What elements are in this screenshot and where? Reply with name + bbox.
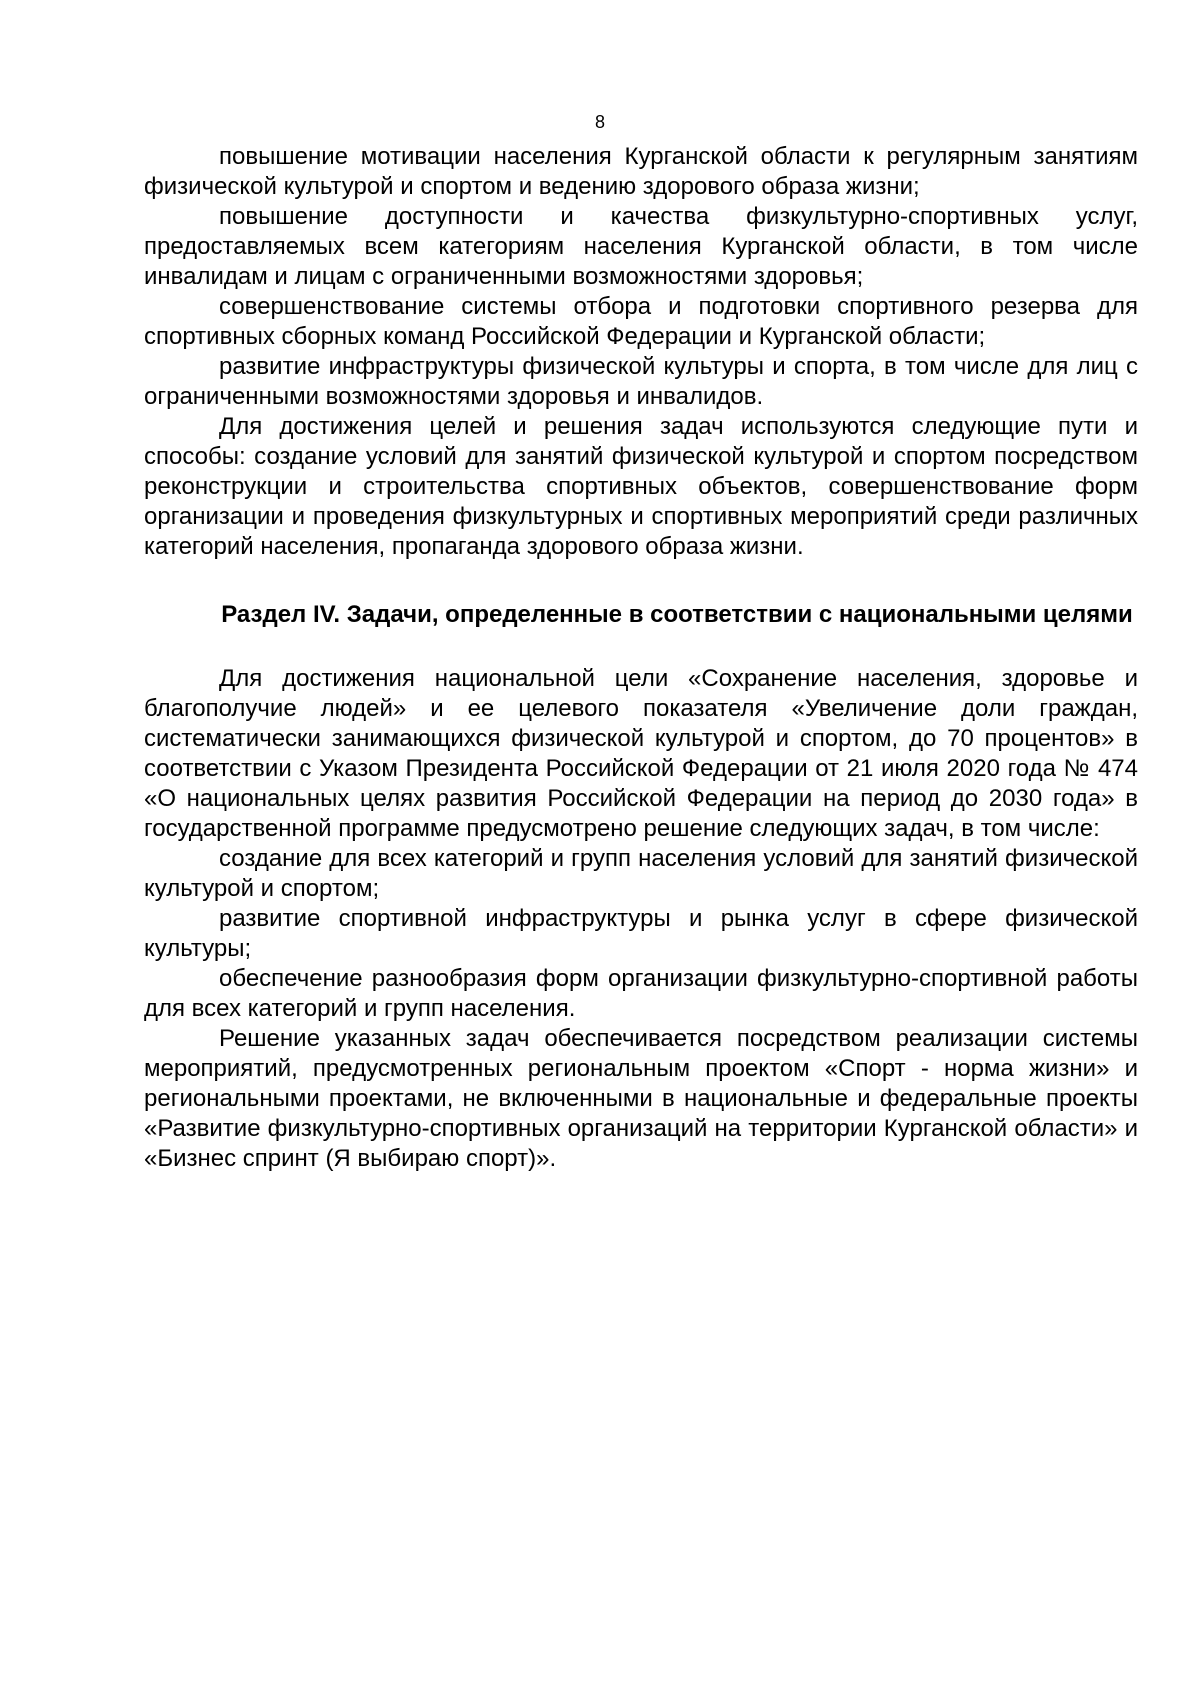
paragraph: создание для всех категорий и групп населения условий для занятий физической культурой и спортом; bbox=[144, 845, 1138, 902]
paragraph: обеспечение разнообразия форм организации физкультурно-спортивной работы для всех категорий и групп населения. bbox=[144, 965, 1138, 1022]
paragraph: Решение указанных задач обеспечивается посредством реализации системы мероприятий, предусмотренных региональным проектом «Спорт - норма жизни» и региональными проектами, не включенными в национальные и федеральные проекты «Развитие физкультурно-спортивных организаций на территории Курганской области» и «Бизнес спринт (Я выбираю спорт)». bbox=[144, 1025, 1138, 1172]
paragraph: развитие инфраструктуры физической культуры и спорта, в том числе для лиц с ограниченными возможностями здоровья и инвалидов. bbox=[144, 353, 1138, 410]
paragraph: повышение мотивации населения Курганской области к регулярным занятиям физической культурой и спортом и ведению здорового образа жизни; bbox=[144, 143, 1138, 200]
section-heading: Раздел IV. Задачи, определенные в соответствии с национальными целями bbox=[221, 601, 1133, 628]
paragraph: совершенствование системы отбора и подготовки спортивного резерва для спортивных сборных команд Российской Федерации и Курганской области; bbox=[144, 293, 1138, 350]
page-number: 8 bbox=[594, 112, 605, 132]
paragraph: повышение доступности и качества физкультурно-спортивных услуг, предоставляемых всем категориям населения Курганской области, в том числе инвалидам и лицам с ограниченными возможностями здоровья; bbox=[144, 203, 1138, 290]
document-body bbox=[144, 142, 1138, 1174]
paragraph: Для достижения целей и решения задач используются следующие пути и способы: создание условий для занятий физической культурой и спортом посредством реконструкции и строительства спортивных объектов, совершенствование форм организации и проведения физкультурных и спортивных мероприятий среди различных категорий населения, пропаганда здорового образа жизни. bbox=[144, 413, 1138, 560]
paragraph: развитие спортивной инфраструктуры и рынка услуг в сфере физической культуры; bbox=[144, 905, 1138, 962]
paragraph: Для достижения национальной цели «Сохранение населения, здоровье и благополучие людей» и ее целевого показателя «Увеличение доли граждан, систематически занимающихся физической культурой и спортом, до 70 процентов» в соответствии с Указом Президента Российской Федерации от 21 июля 2020 года № 474 «О национальных целях развития Российской Федерации на период до 2030 года» в государственной программе предусмотрено решение следующих задач, в том числе: bbox=[144, 665, 1138, 842]
